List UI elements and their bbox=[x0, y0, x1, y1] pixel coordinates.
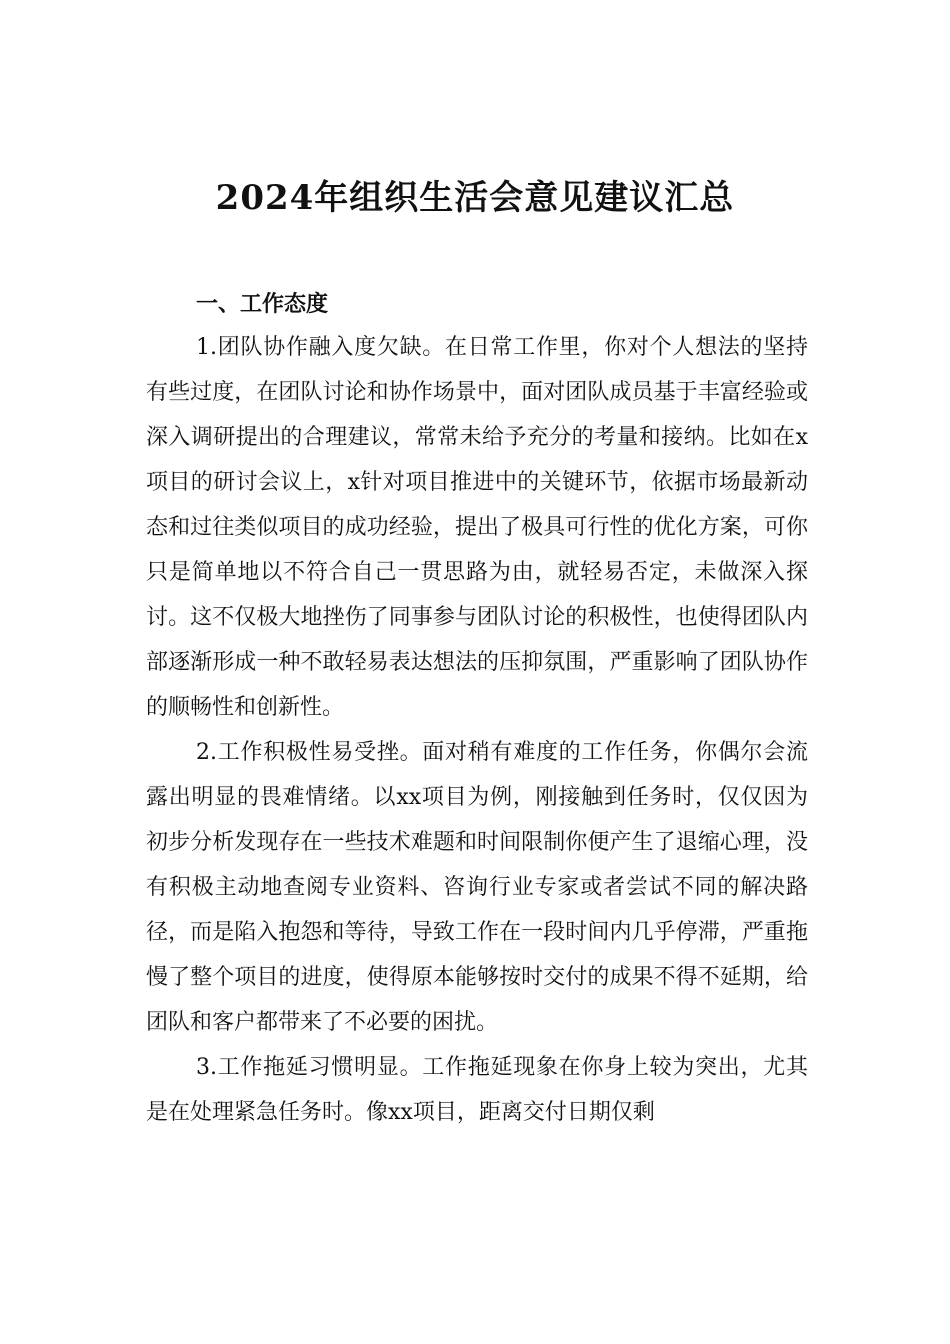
paragraph-3: 3.工作拖延习惯明显。工作拖延现象在你身上较为突出，尤其是在处理紧急任务时。像xx项目，距离交付日期仅剩 bbox=[146, 1055, 808, 1125]
document-title: 2024年组织生活会意见建议汇总 bbox=[215, 178, 735, 218]
section-heading: 一、工作态度 bbox=[196, 292, 329, 317]
paragraph-2: 2.工作积极性易受挫。面对稍有难度的工作任务，你偶尔会流露出明显的畏难情绪。以xx项目为例，刚接触到任务时，仅仅因为初步分析发现存在一些技术难题和时间限制你便产生了退缩心理，没有积极主动地查阅专业资料、咨询行业专家或者尝试不同的解决路径，而是陷入抱怨和等待，导致工作在一段时间内几乎停滞，严重拖慢了整个项目的进度，使得原本能够按时交付的成果不得不延期，给团队和客户都带来了不必要的困扰。 bbox=[146, 740, 808, 1035]
section-body bbox=[146, 325, 808, 1135]
paragraph-1: 1.团队协作融入度欠缺。在日常工作里，你对个人想法的坚持有些过度，在团队讨论和协作场景中，面对团队成员基于丰富经验或深入调研提出的合理建议，常常未给予充分的考量和接纳。比如在x项目的研讨会议上，x针对项目推进中的关键环节，依据市场最新动态和过往类似项目的成功经验，提出了极具可行性的优化方案，可你只是简单地以不符合自己一贯思路为由，就轻易否定，未做深入探讨。这不仅极大地挫伤了同事参与团队讨论的积极性，也使得团队内部逐渐形成一种不敢轻易表达想法的压抑氛围，严重影响了团队协作的顺畅性和创新性。 bbox=[146, 335, 808, 720]
